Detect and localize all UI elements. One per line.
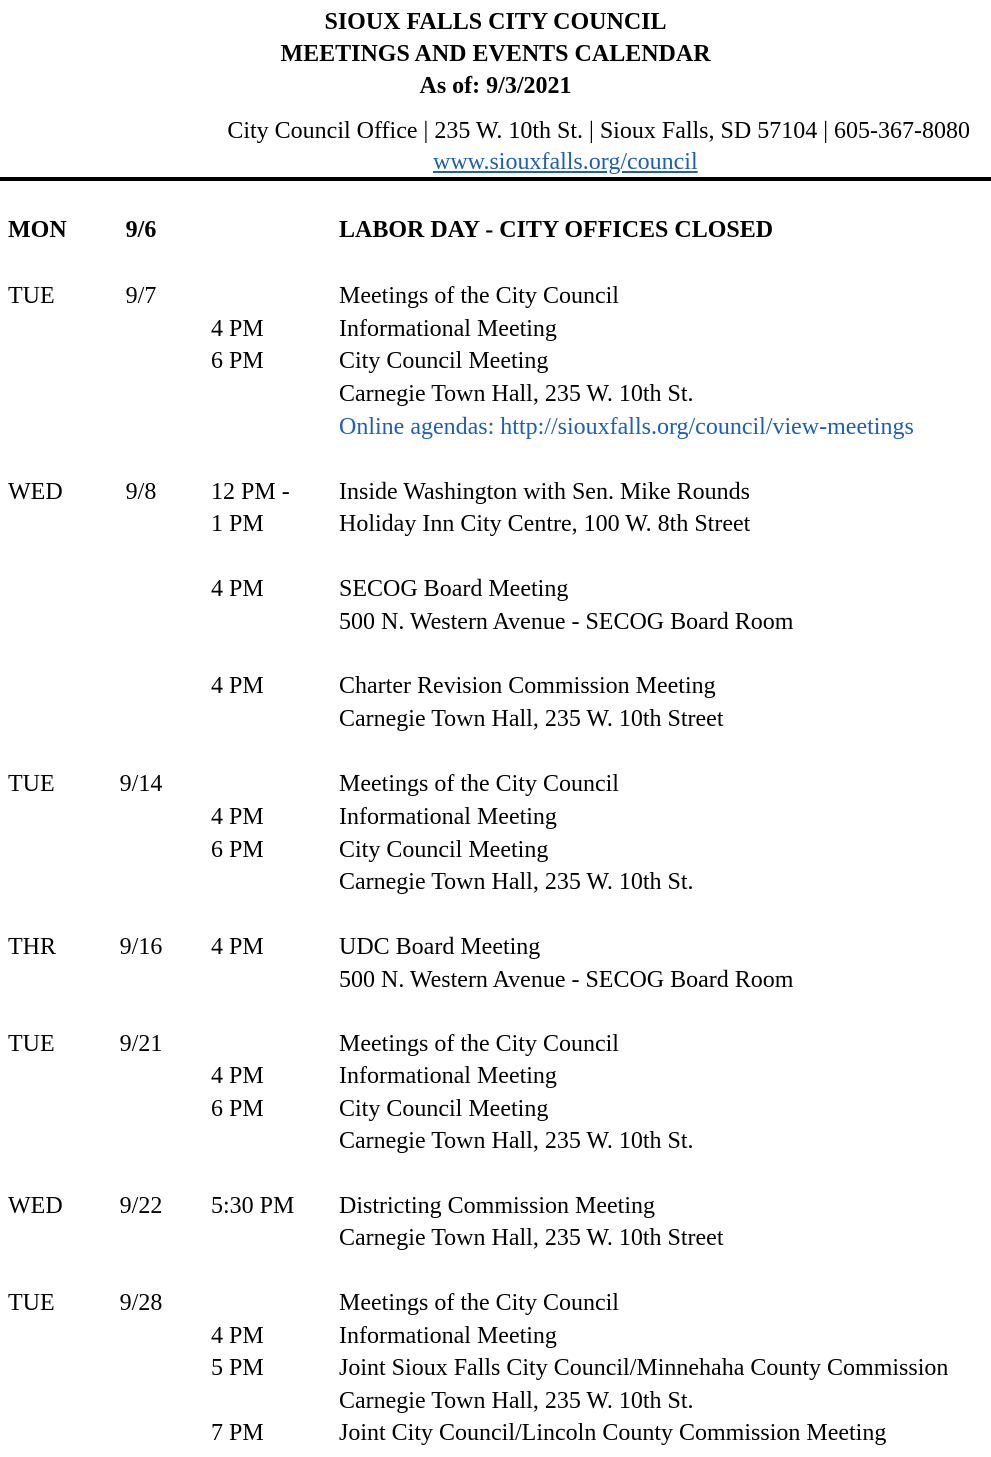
day-label: WED [8,1193,63,1219]
schedule-line [0,964,991,996]
event-text: Inside Washington with Sen. Mike Rounds [339,479,750,505]
schedule-line [0,606,991,638]
date-label: 9/7 [125,283,157,309]
schedule-line [0,345,991,377]
day-label: TUE [8,1290,55,1316]
day-label: TUE [8,771,55,797]
schedule-line [0,1060,991,1092]
schedule-line [0,703,991,735]
event-text: City Council Meeting [339,1096,549,1122]
event-text: Charter Revision Commission Meeting [339,673,716,699]
event-text: LABOR DAY - CITY OFFICES CLOSED [339,217,774,243]
day-label: TUE [8,1031,55,1057]
day-label: THR [8,934,56,960]
schedule-line [0,768,991,800]
event-text: City Council Meeting [339,837,549,863]
date-label: 9/28 [119,1290,163,1316]
event-text: Joint Sioux Falls City Council/Minnehaha County Commission [339,1355,949,1381]
event-text: Meetings of the City Council [339,771,619,797]
day-label: MON [8,217,67,243]
event-text: 500 N. Western Avenue - SECOG Board Room [339,609,794,635]
time-label: 4 PM [211,316,264,342]
header-divider [0,177,991,181]
day-label: TUE [8,283,55,309]
time-label: 7 PM [211,1420,264,1446]
date-label: 9/6 [125,217,157,243]
date-label: 9/8 [125,479,157,505]
schedule-line [0,931,991,963]
date-label: 9/21 [119,1031,163,1057]
event-text: SECOG Board Meeting [339,576,569,602]
event-text: Carnegie Town Hall, 235 W. 10th Street [339,1225,724,1251]
event-text: UDC Board Meeting [339,934,541,960]
event-text: Meetings of the City Council [339,1290,619,1316]
schedule-line [0,313,991,345]
document-title: SIOUX FALLS CITY COUNCIL [324,9,667,35]
event-text: Informational Meeting [339,804,557,830]
time-label: 4 PM [211,1063,264,1089]
event-text: Informational Meeting [339,316,557,342]
as-of-date: As of: 9/3/2021 [419,73,572,99]
schedule-line [0,801,991,833]
schedule-line [0,1125,991,1157]
time-label: 4 PM [211,934,264,960]
schedule-line [0,1028,991,1060]
schedule-line [0,508,991,540]
event-text: Carnegie Town Hall, 235 W. 10th St. [339,381,694,407]
document-subtitle: MEETINGS AND EVENTS CALENDAR [280,41,711,67]
time-label: 4 PM [211,576,264,602]
schedule-line [0,670,991,702]
date-label: 9/16 [119,934,163,960]
event-text: 500 N. Western Avenue - SECOG Board Room [339,967,794,993]
schedule-line [0,1287,991,1319]
date-label: 9/14 [119,771,163,797]
event-text: City Council Meeting [339,348,549,374]
schedule-line [0,1190,991,1222]
event-text: Carnegie Town Hall, 235 W. 10th St. [339,1388,694,1414]
office-contact-line: City Council Office | 235 W. 10th St. | Sioux Falls, SD 57104 | 605-367-8080 [227,118,970,144]
date-label: 9/22 [119,1193,163,1219]
event-text: Meetings of the City Council [339,283,619,309]
schedule-line [0,1385,991,1417]
time-label: 6 PM [211,1096,264,1122]
schedule-line [0,1417,991,1449]
event-text: Informational Meeting [339,1063,557,1089]
event-text: Districting Commission Meeting [339,1193,655,1219]
time-label: 1 PM [211,511,264,537]
online-agendas-link[interactable]: Online agendas: http://siouxfalls.org/council/view-meetings [339,414,914,440]
event-text: Informational Meeting [339,1323,557,1349]
schedule-line [0,1352,991,1384]
website-row [0,146,991,178]
schedule-line [0,280,991,312]
schedule-line [0,1320,991,1352]
schedule-line [0,834,991,866]
schedule-line [0,1222,991,1254]
event-text: Carnegie Town Hall, 235 W. 10th St. [339,869,694,895]
event-text: Carnegie Town Hall, 235 W. 10th Street [339,706,724,732]
time-label: 4 PM [211,673,264,699]
event-text: Meetings of the City Council [339,1031,619,1057]
event-text: Carnegie Town Hall, 235 W. 10th St. [339,1128,694,1154]
time-label: 12 PM - [211,479,290,505]
schedule-line [0,214,991,246]
event-text: Joint City Council/Lincoln County Commission Meeting [339,1420,887,1446]
day-label: WED [8,479,63,505]
schedule-line [0,378,991,410]
time-label: 4 PM [211,804,264,830]
event-text: Holiday Inn City Centre, 100 W. 8th Street [339,511,751,537]
time-label: 6 PM [211,348,264,374]
website-link[interactable]: www.siouxfalls.org/council [433,149,698,175]
schedule-line [0,573,991,605]
time-label: 6 PM [211,837,264,863]
time-label: 4 PM [211,1323,264,1349]
schedule-line [0,866,991,898]
schedule-line [0,1093,991,1125]
time-label: 5 PM [211,1355,264,1381]
schedule-line [0,476,991,508]
time-label: 5:30 PM [211,1193,295,1219]
schedule-line [0,411,991,443]
